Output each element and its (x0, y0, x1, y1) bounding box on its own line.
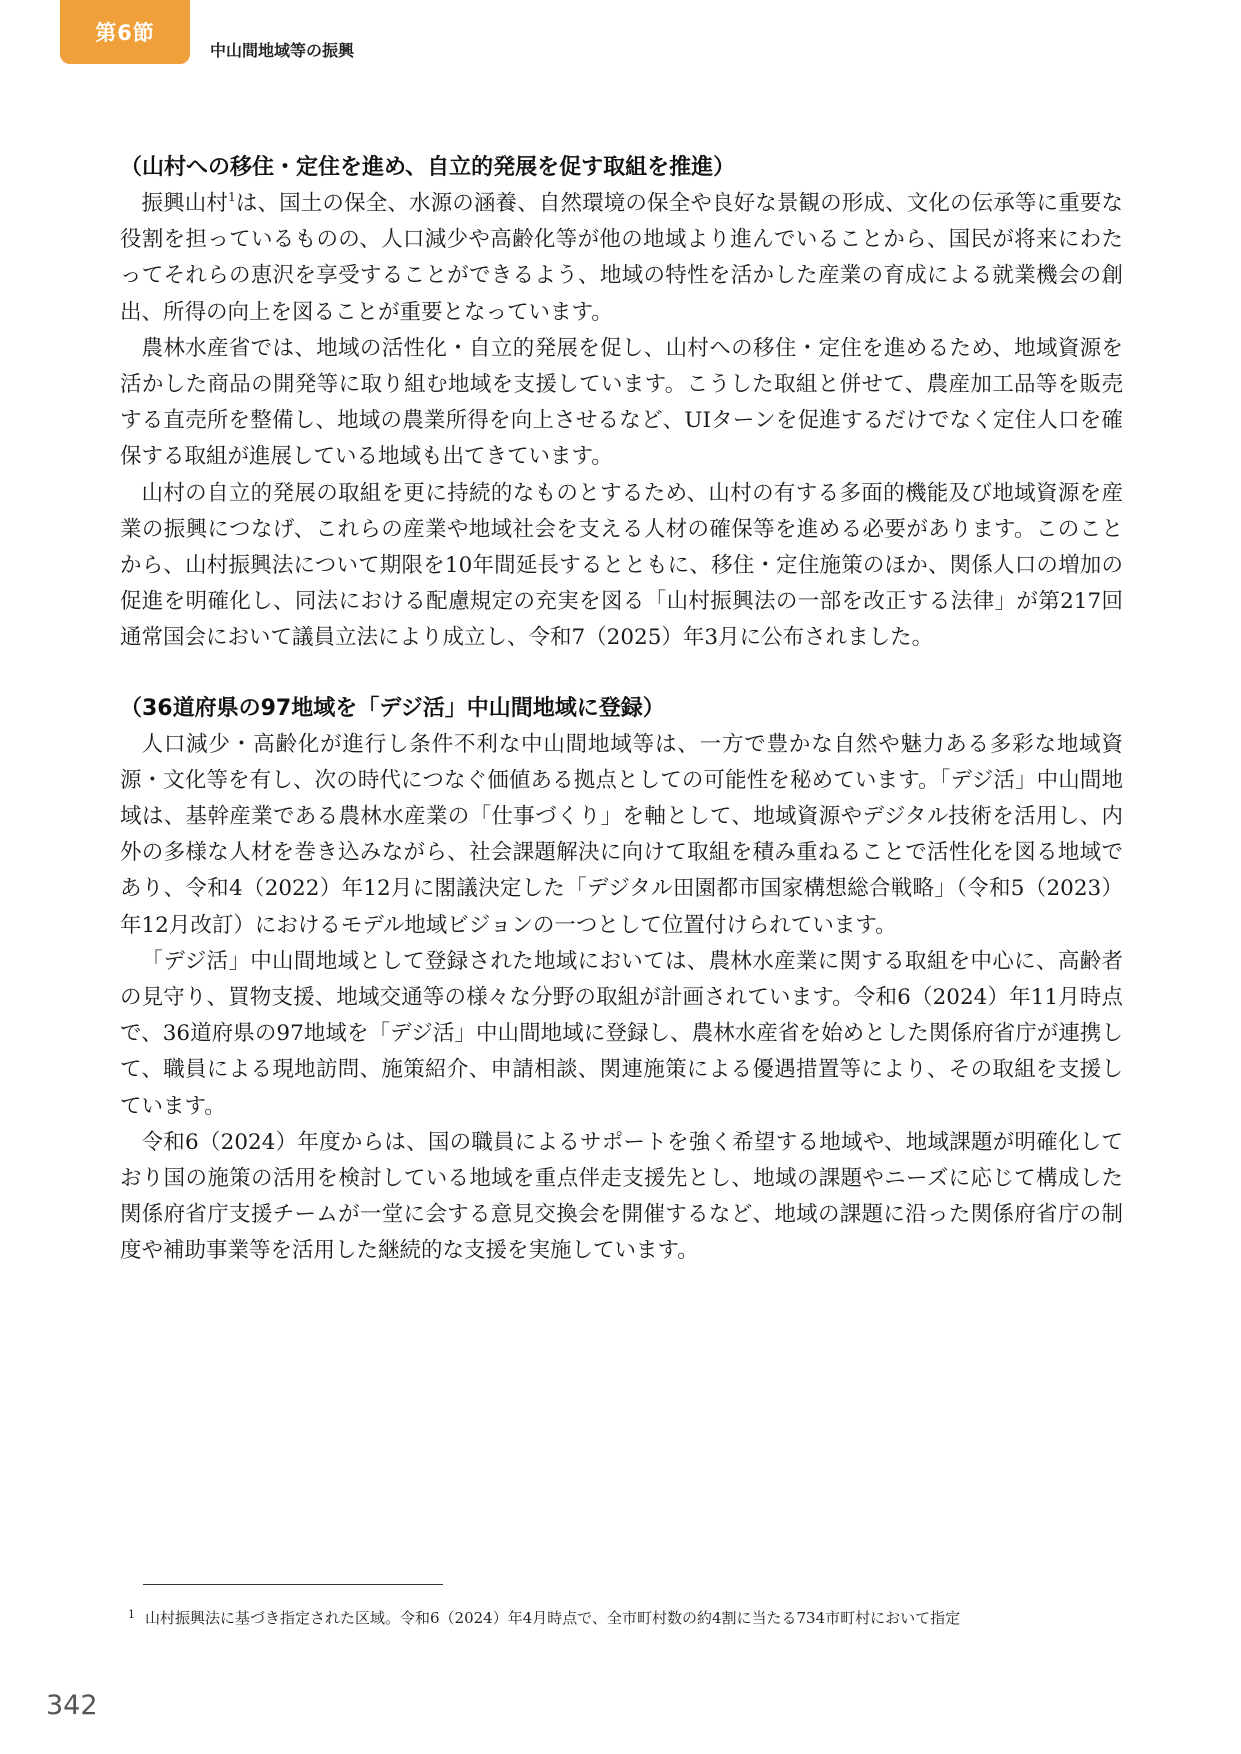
footnote (128, 1604, 1128, 1629)
paragraph-digikatsu-support: 「デジ活」中山間地域として登録された地域においては、農林水産業に関する取組を中心に、高齢者の見守り、買物支援、地域交通等の様々な分野の取組が計画されています。令和6（2024）年11月時点で、36道府県の97地域を「デジ活」中山間地域に登録し、農林水産省を始めとした関係府省庁が連携して、職員による現地訪問、施策紹介、申請相談、関連施策による優遇措置等により、その取組を支援しています。 (120, 948, 1123, 1119)
paragraph-law-revision: 山村の自立的発展の取組を更に持続的なものとするため、山村の有する多面的機能及び地域資源を産業の振興につなげ、これらの産業や地域社会を支える人材の確保等を進める必要があります。このことから、山村振興法について期限を10年間延長するとともに、移住・定住施策のほか、関係人口の増加の促進を明確化し、同法における配慮規定の充実を図る「山村振興法の一部を改正する法律」が第217回通常国会において議員立法により成立し、令和7（2025）年3月に公布されました。 (120, 480, 1123, 651)
paragraph-maff-support: 農林水産省では、地域の活性化・自立的発展を促し、山村への移住・定住を進めるため、地域資源を活かした商品の開発等に取り組む地域を支援しています。こうした取組と併せて、農産加工品等を販売する直売所を整備し、地域の農業所得を向上させるなど、UIターンを促進するだけでなく定住人口を確保する取組が進展している地域も出てきています。 (120, 335, 1123, 470)
paragraph-lead-term: 振興山村 (141, 191, 229, 216)
section-number-tab (60, 0, 190, 64)
paragraph-text: は、国土の保全、水源の涵養、自然環境の保全や良好な景観の形成、文化の伝承等に重要な役割を担っているものの、人口減少や高齢化等が他の地域より進んでいることから、国民が将来にわたってそれらの恵沢を享受することができるよう、地域の特性を活かした産業の育成による就業機会の創出、所得の向上を図ることが重要となっています。 (120, 191, 1123, 325)
paragraph-digikatsu-intro: 人口減少・高齢化が進行し条件不利な中山間地域等は、一方で豊かな自然や魅力ある多彩な地域資源・文化等を有し、次の時代につなぐ価値ある拠点としての可能性を秘めています。「デジ活」中山間地域は、基幹産業である農林水産業の「仕事づくり」を軸として、地域資源やデジタル技術を活用し、内外の多様な人材を巻き込みながら、社会課題解決に向けて取組を積み重ねることで活性化を図る地域であり、令和4（2022）年12月に閣議決定した「デジタル田園都市国家構想総合戦略」（令和5（2023）年12月改訂）におけるモデル地域ビジョンの一つとして位置付けられています。 (120, 731, 1123, 938)
paragraph-intensive-support: 令和6（2024）年度からは、国の職員によるサポートを強く希望する地域や、地域課題が明確化しており国の施策の活用を検討している地域を重点伴走支援先とし、地域の課題やニーズに応じて構成した関係府省庁支援チームが一堂に会する意見交換会を開催するなど、地域の課題に沿った関係府省庁の制度や補助事業等を活用した継続的な支援を実施しています。 (120, 1129, 1123, 1264)
heading-digikatsu-registration: （36道府県の97地域を「デジ活」中山間地域に登録） (120, 695, 665, 721)
footnote-text: 山村振興法に基づき指定された区域。令和6（2024）年4月時点で、全市町村数の約4割に当たる734市町村において指定 (145, 1609, 961, 1627)
heading-sanson-migration: （山村への移住・定住を進め、自立的発展を促す取組を推進） (120, 155, 736, 180)
section-number-label: 第6節 (95, 21, 155, 45)
footnote-divider (143, 1584, 443, 1585)
main-content (120, 150, 1123, 1270)
section-title: 中山間地域等の振興 (210, 41, 355, 60)
page-number: 342 (46, 1690, 98, 1721)
footnote-reference: 1 (228, 190, 236, 204)
paragraph-sanson-intro (120, 186, 1123, 331)
footnote-mark: 1 (128, 1608, 135, 1621)
